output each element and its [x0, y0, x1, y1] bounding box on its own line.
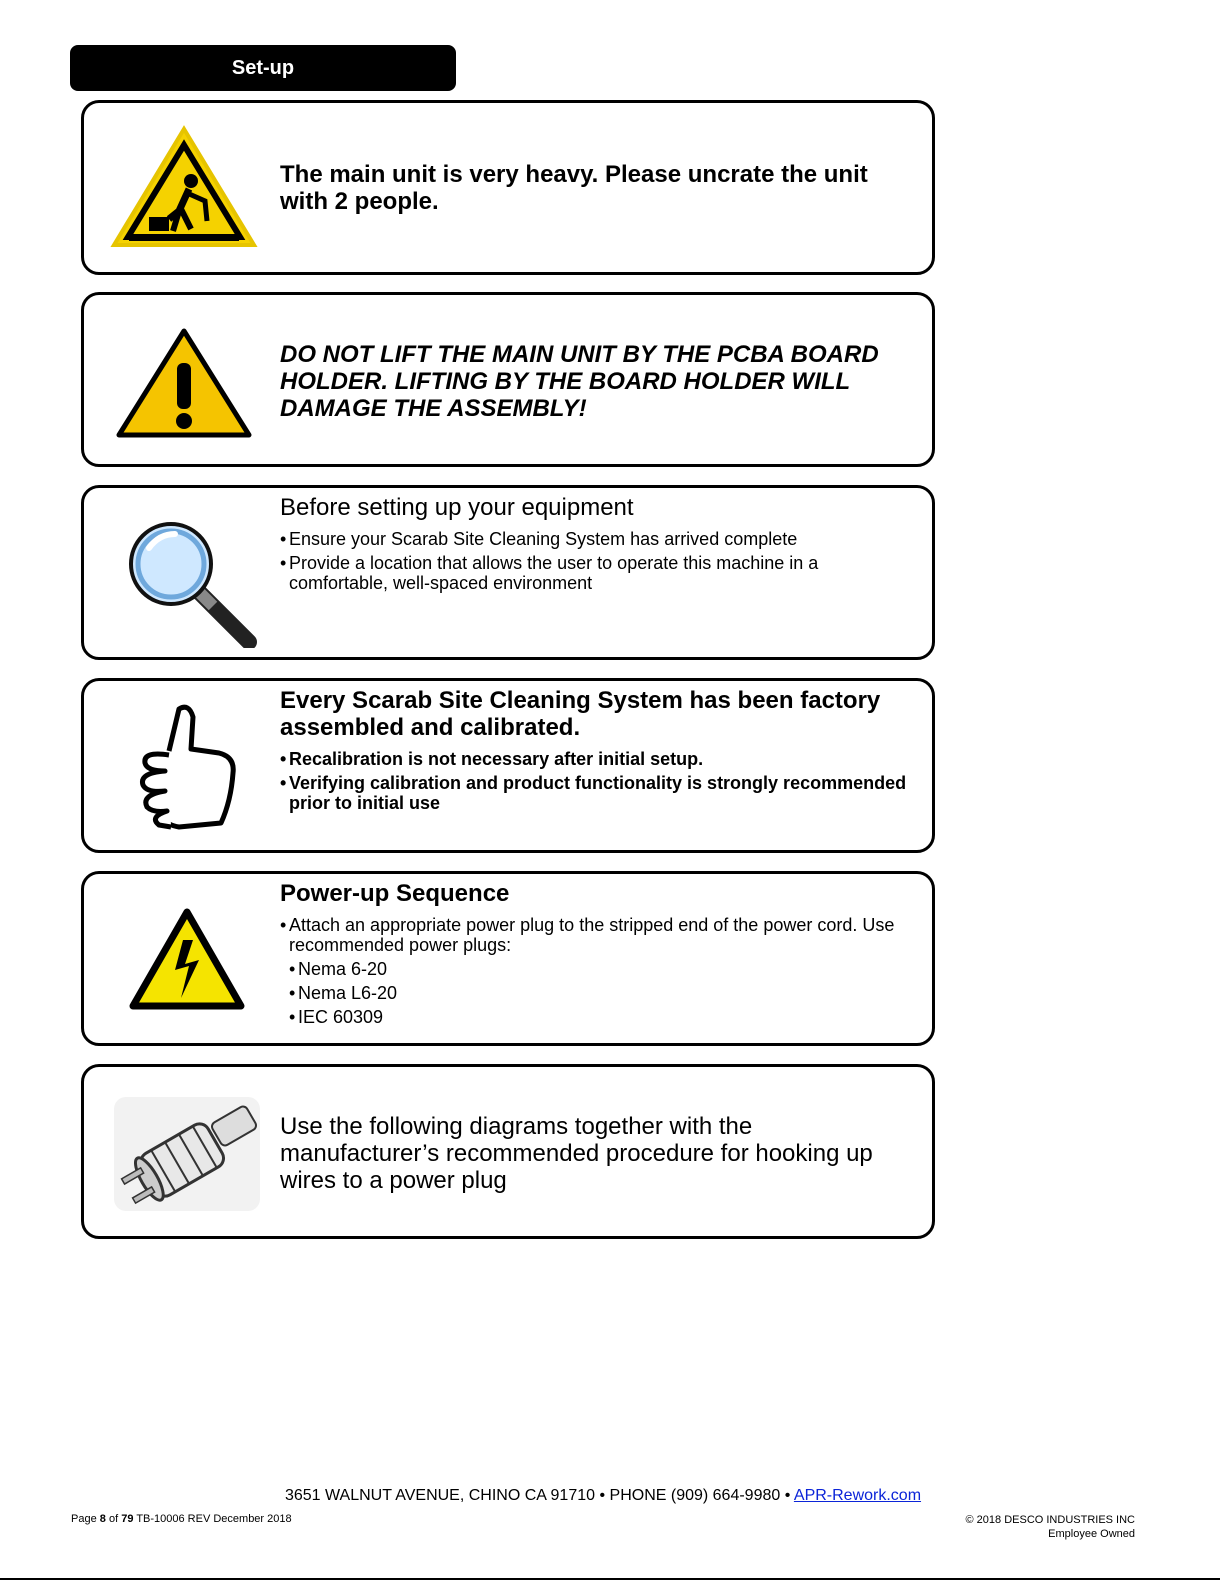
copyright-block: [966, 1513, 1135, 1541]
copyright: © 2018 DESCO INDUSTRIES INC: [965, 1514, 1135, 1526]
before-setup-notice: [81, 485, 935, 660]
of-label: of: [108, 1513, 119, 1525]
page-total: 79: [121, 1513, 134, 1525]
list-item: • Ensure your Scarab Site Cleaning System has arrived complete: [280, 529, 918, 549]
list-item: • Attach an appropriate power plug to the stripped end of the power cord. Use recommended power plugs:: [280, 915, 918, 955]
list-item: • Nema 6-20: [280, 959, 918, 979]
section-title: Set-up: [231, 56, 295, 79]
bullet-list: [280, 529, 918, 593]
website-link[interactable]: APR-Rework.com: [793, 1487, 922, 1504]
list-item: • Provide a location that allows the user to operate this machine in a comfortable, well-spaced environment: [280, 553, 918, 593]
page-number: 8: [99, 1513, 106, 1525]
section-heading: The main unit is very heavy. Please uncrate the unit with 2 people.: [280, 161, 868, 215]
tagline: Employee Owned: [1048, 1528, 1135, 1540]
address-text: 3651 WALNUT AVENUE, CHINO CA 91710 • PHONE (909) 664-9980 •: [284, 1487, 791, 1504]
section-heading: Power-up Sequence: [280, 880, 510, 907]
wiring-diagram-notice: [81, 1064, 935, 1239]
list-item: • Recalibration is not necessary after initial setup.: [280, 749, 918, 769]
exclamation-warning-icon: [109, 321, 259, 449]
thumbs-up-icon: [109, 701, 259, 829]
lifting-warning-notice: [81, 292, 935, 467]
bullet-list: [280, 915, 918, 1027]
list-item: • Verifying calibration and product functionality is strongly recommended prior to initial use: [280, 773, 918, 813]
section-heading: DO NOT LIFT THE MAIN UNIT BY THE PCBA BOARD HOLDER. LIFTING BY THE BOARD HOLDER WILL DAMAGE THE ASSEMBLY!: [280, 341, 879, 422]
page-info: [71, 1513, 292, 1525]
heavy-unit-notice: [81, 100, 935, 275]
doc-id: TB-10006 REV December 2018: [136, 1513, 292, 1525]
page-label: Page: [71, 1513, 97, 1525]
electrical-hazard-icon: [129, 906, 249, 1016]
section-heading: Before setting up your equipment: [280, 494, 634, 521]
section-heading: Use the following diagrams together with the manufacturer’s recommended procedure for hooking up wires to a power plug: [280, 1113, 873, 1194]
power-plug-icon: [114, 1097, 264, 1213]
bullet-list: [280, 749, 918, 813]
list-item: • IEC 60309: [280, 1007, 918, 1027]
list-item: • Nema L6-20: [280, 983, 918, 1003]
power-up-sequence-notice: [81, 871, 935, 1046]
heavy-lift-warning-icon: [109, 123, 259, 251]
footer-address: [0, 1487, 1206, 1505]
bottom-rule: [0, 1578, 1220, 1580]
magnifying-glass-icon: [109, 508, 259, 636]
section-header: [70, 45, 456, 91]
factory-calibrated-notice: [81, 678, 935, 853]
section-heading: Every Scarab Site Cleaning System has been factory assembled and calibrated.: [280, 687, 881, 741]
